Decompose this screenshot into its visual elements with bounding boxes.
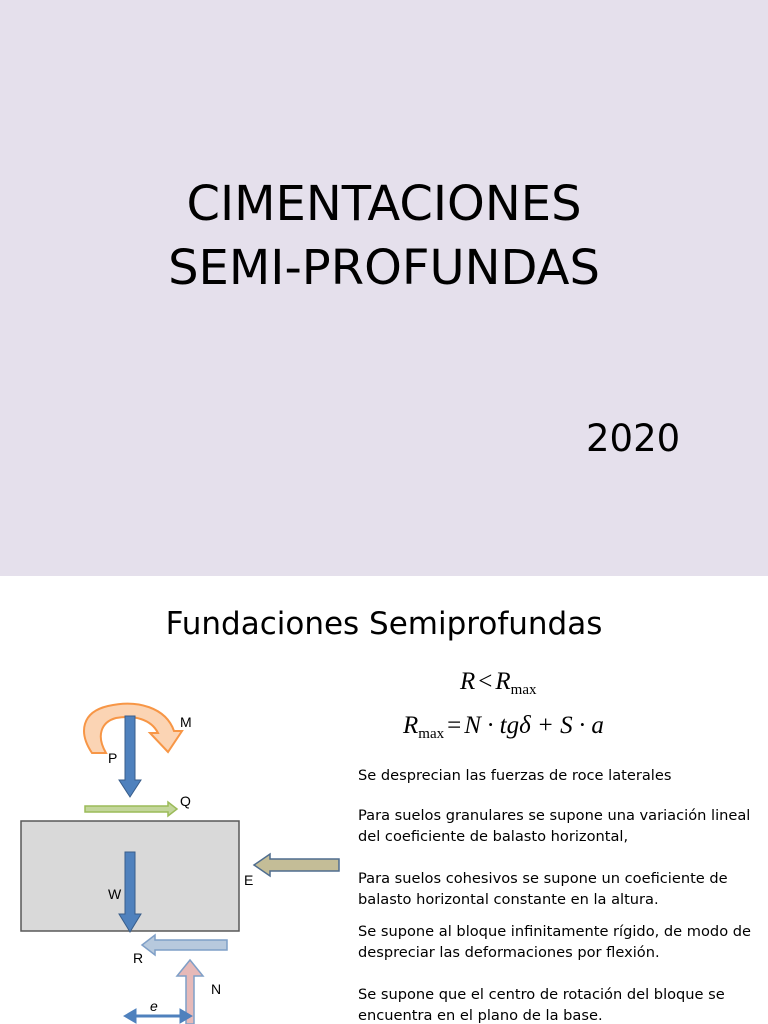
label-m: M [180, 714, 192, 730]
main-title-line-1: CIMENTACIONES [186, 176, 582, 232]
statement-lateral-friction: Se desprecian las fuerzas de roce laterales [358, 767, 672, 784]
main-title-line-2: SEMI-PROFUNDAS [168, 240, 600, 296]
formula2-lhs: R [403, 712, 419, 739]
statement-cohesive-soils: Para suelos cohesivos se supone un coeficiente de balasto horizontal constante en la altura. [358, 870, 728, 908]
content-slide [0, 576, 768, 1024]
formula1-operator: < [478, 668, 493, 695]
formula1-lhs: R [460, 668, 476, 695]
statement-granular-soils: Para suelos granulares se supone una variación lineal del coeficiente de balasto horizontal, [358, 807, 751, 845]
formula2-rhs: N · tgδ + S · a [464, 712, 604, 739]
statement-rigid-block: Se supone al bloque infinitamente rígido, de modo de despreciar las deformaciones por flexión. [358, 923, 751, 961]
statement-rotation-center: Se supone que el centro de rotación del bloque se encuentra en el plano de la base. [358, 986, 725, 1024]
label-q: Q [180, 793, 191, 809]
force-r-arrow [142, 935, 227, 955]
main-title [0, 172, 768, 300]
label-p: P [108, 750, 118, 766]
slide-title: Fundaciones Semiprofundas [165, 606, 603, 642]
label-eccentricity: e [150, 998, 158, 1014]
formula-max-resistance [403, 712, 604, 743]
formula1-rhs-subscript: max [510, 682, 537, 698]
label-e: E [244, 872, 254, 888]
label-n: N [211, 981, 222, 997]
formula-resistance-limit [460, 668, 537, 699]
formula2-equals: = [447, 712, 462, 739]
year-label: 2020 [586, 417, 681, 460]
formula1-rhs: R [495, 668, 511, 695]
label-r: R [133, 950, 144, 966]
force-p-arrow [119, 716, 141, 797]
foundation-force-diagram [0, 676, 350, 1024]
eccentricity-dimension [124, 1009, 192, 1023]
formula2-lhs-subscript: max [418, 726, 445, 742]
force-e-arrow [254, 854, 339, 876]
force-q-arrow [85, 802, 177, 816]
label-w: W [108, 886, 122, 902]
